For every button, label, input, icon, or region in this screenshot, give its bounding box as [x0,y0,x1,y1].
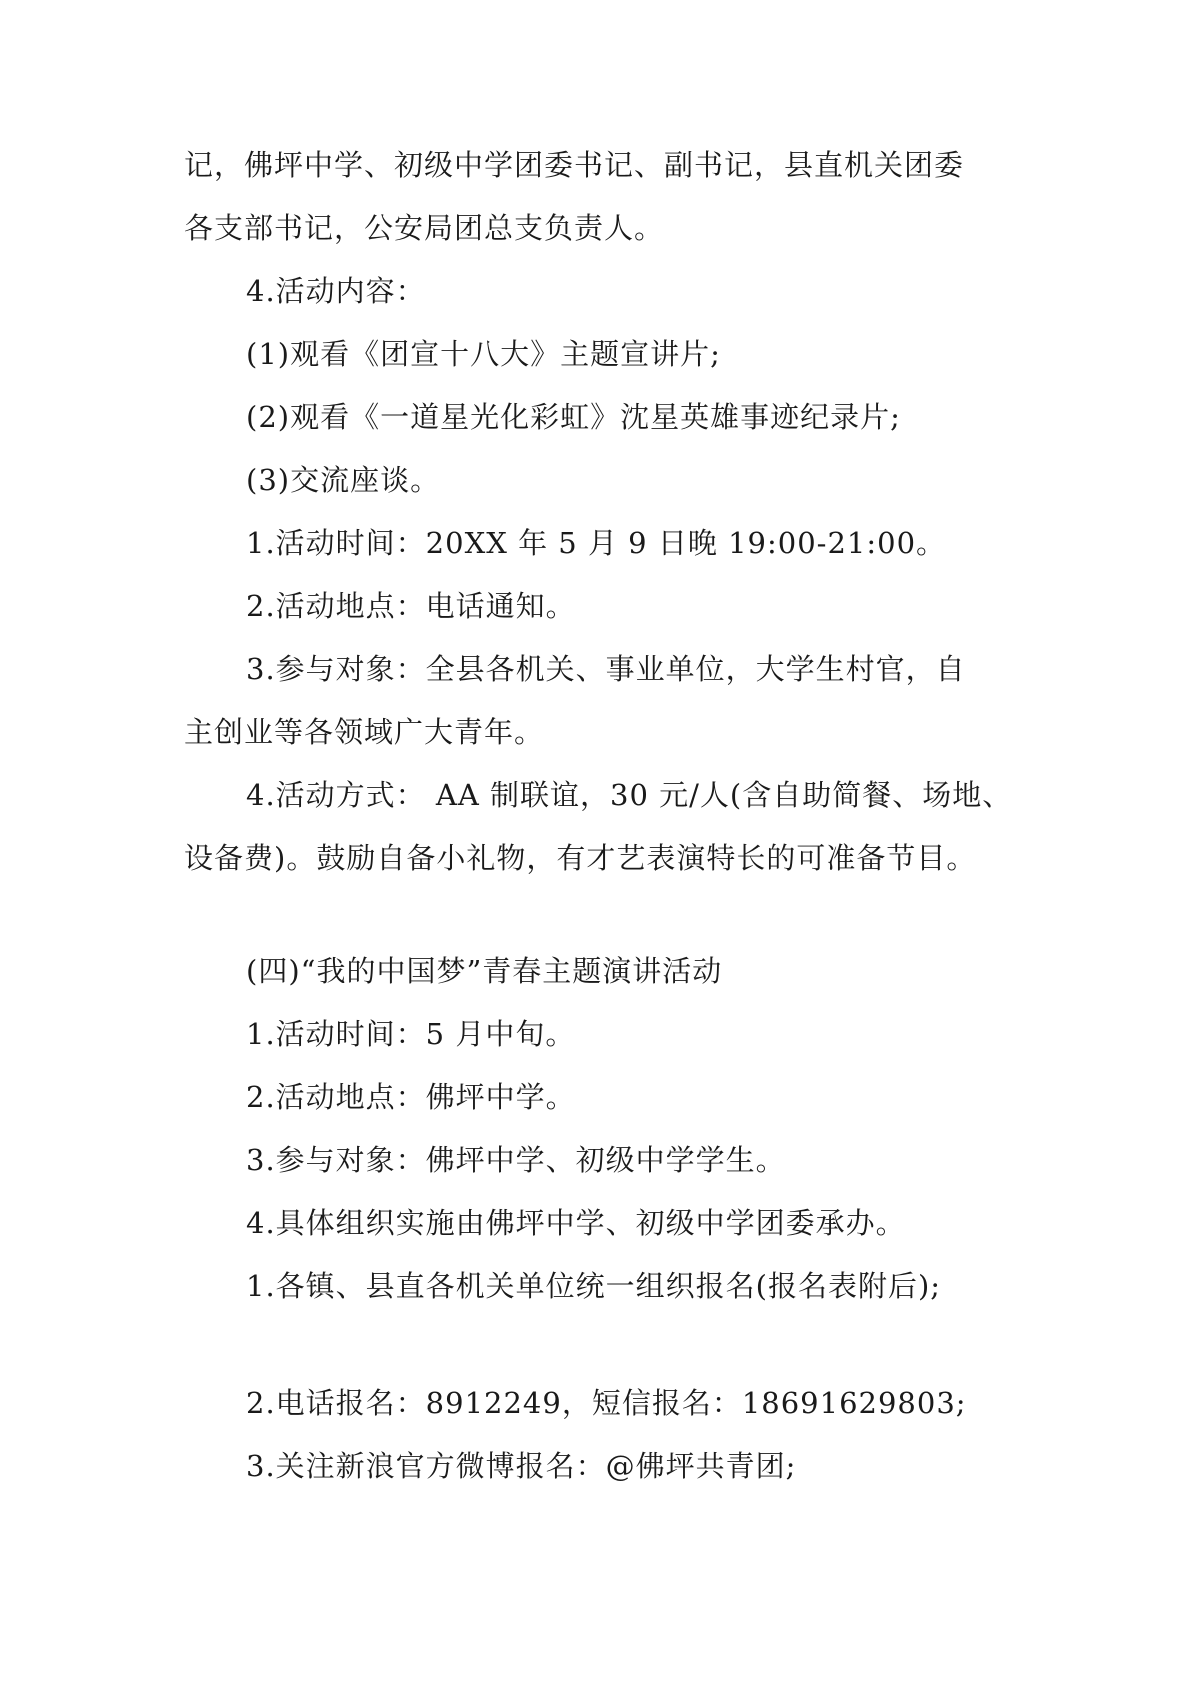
paragraph-line: 2.活动地点：佛坪中学。 [246,1080,576,1114]
paragraph-line: 设备费)。鼓励自备小礼物，有才艺表演特长的可准备节目。 [184,841,977,875]
list-item: (2)观看《一道星光化彩虹》沈星英雄事迹纪录片; [246,400,901,434]
document-body [184,134,1026,1498]
paragraph-line: 主创业等各领域广大青年。 [184,715,545,749]
paragraph-line: 各支部书记，公安局团总支负责人。 [184,211,665,245]
paragraph-line: 3.参与对象：佛坪中学、初级中学学生。 [246,1143,786,1177]
paragraph-line: 记，佛坪中学、初级中学团委书记、副书记，县直机关团委 [184,148,965,182]
paragraph-line: 3.参与对象：全县各机关、事业单位，大学生村官，自 [246,652,966,686]
paragraph-line: 2.活动地点：电话通知。 [246,589,576,623]
paragraph-line: 4.活动方式： AA 制联谊，30 元/人(含自助简餐、场地、 [246,778,1013,812]
section-gap [184,1318,1026,1372]
paragraph-line: 2.电话报名：8912249，短信报名：18691629803; [246,1386,967,1420]
paragraph-line: 4.活动内容： [246,274,426,308]
paragraph-line: 1.活动时间：20XX 年 5 月 9 日晚 19:00-21:00。 [246,526,947,560]
section-gap [184,890,1026,940]
paragraph-line: 1.活动时间：5 月中旬。 [246,1017,576,1051]
paragraph-line: 1.各镇、县直各机关单位统一组织报名(报名表附后); [246,1269,942,1303]
list-item: (1)观看《团宣十八大》主题宣讲片; [246,337,721,371]
paragraph-line: 4.具体组织实施由佛坪中学、初级中学团委承办。 [246,1206,906,1240]
list-item: (3)交流座谈。 [246,463,441,497]
section-heading: (四)“我的中国梦”青春主题演讲活动 [246,954,723,988]
paragraph-line: 3.关注新浪官方微博报名：@佛坪共青团; [246,1449,797,1483]
